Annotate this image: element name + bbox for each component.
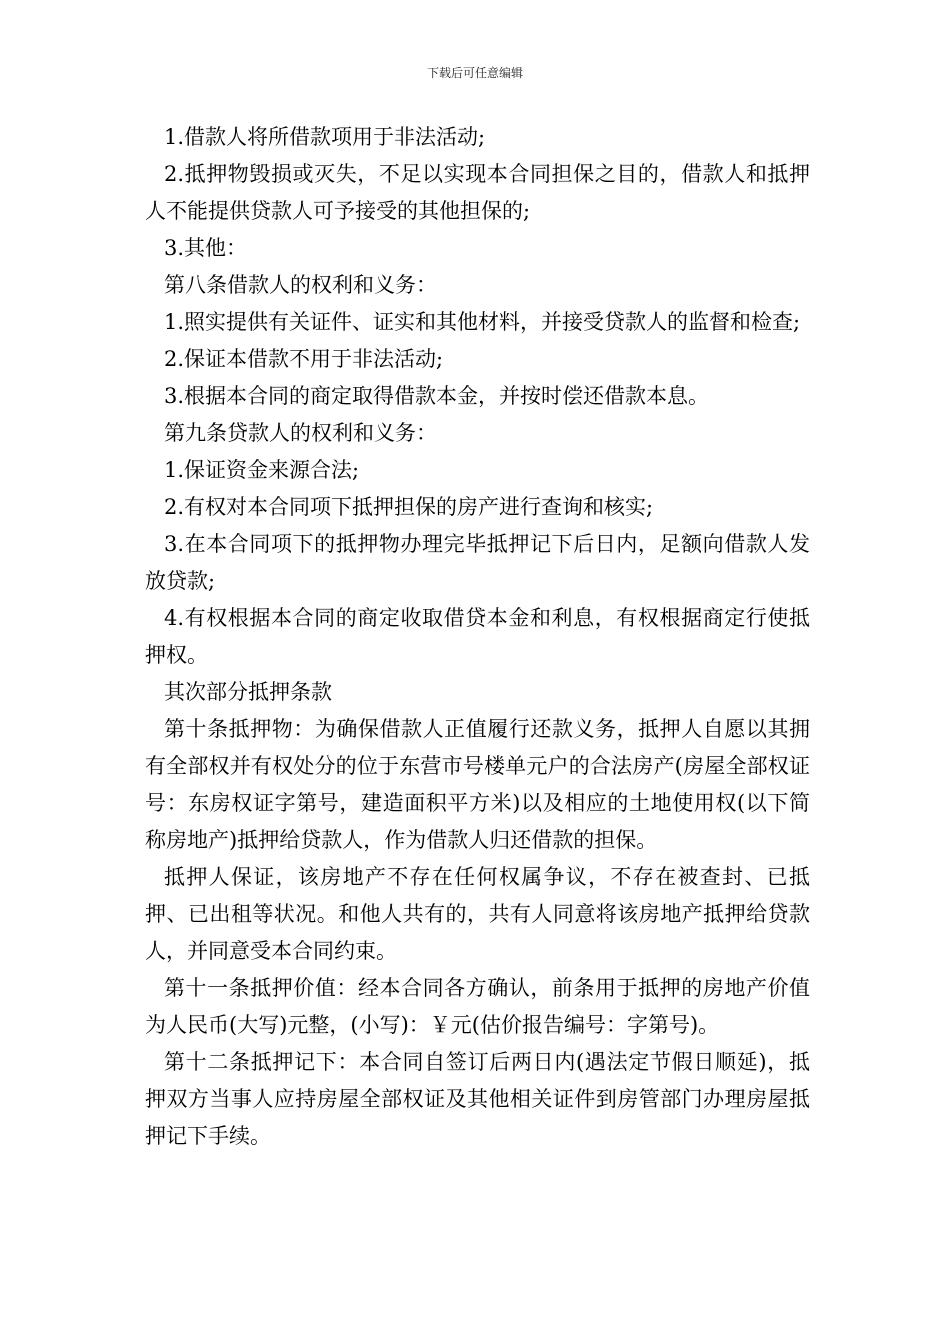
paragraph-article-9-item-2: 2.有权对本合同项下抵押担保的房产进行查询和核实; — [164, 495, 654, 519]
paragraph-article-8-item-2: 2.保证本借款不用于非法活动; — [164, 347, 444, 371]
paragraph-article-9-item-3: 3.在本合同项下的抵押物办理完毕抵押记下后日内，足额向借款人发放贷款; — [145, 532, 810, 593]
paragraph-clause-7-item-2: 2.抵押物毁损或灭失，不足以实现本合同担保之目的，借款人和抵押人不能提供贷款人可予接受的其他担保的; — [145, 162, 810, 223]
paragraph-article-8-heading: 第八条借款人的权利和义务： — [164, 273, 437, 297]
paragraph-article-10: 第十条抵押物：为确保借款人正值履行还款义务，抵押人自愿以其拥有全部权并有权处分的位于东营市号楼单元户的合法房产(房屋全部权证号：东房权证字第号，建造面积平方米)以及相应的土地使用权(以下简称房地产)抵押给贷款人，作为借款人归还借款的担保。 — [145, 717, 810, 852]
paragraph-article-12: 第十二条抵押记下：本合同自签订后两日内(遇法定节假日顺延)，抵押双方当事人应持房屋全部权证及其他相关证件到房管部门办理房屋抵押记下手续。 — [145, 1050, 810, 1148]
document-body — [145, 119, 810, 1155]
paragraph-clause-7-item-1: 1.借款人将所借款项用于非法活动; — [164, 125, 486, 149]
paragraph-article-9-item-4: 4.有权根据本合同的商定收取借贷本金和利息，有权根据商定行使抵押权。 — [145, 606, 810, 667]
paragraph-clause-7-item-3: 3.其他： — [164, 236, 248, 260]
paragraph-article-11: 第十一条抵押价值：经本合同各方确认，前条用于抵押的房地产价值为人民币(大写)元整，(小写)：￥元(估价报告编号：字第号)。 — [145, 976, 810, 1037]
paragraph-article-9-heading: 第九条贷款人的权利和义务： — [164, 421, 437, 445]
page-header: 下载后可任意编辑 — [426, 66, 523, 80]
paragraph-article-8-item-3: 3.根据本合同的商定取得借款本金，并按时偿还借款本息。 — [164, 384, 710, 408]
paragraph-mortgagor-guarantee: 抵押人保证，该房地产不存在任何权属争议，不存在被查封、已抵押、已出租等状况。和他人共有的，共有人同意将该房地产抵押给贷款人，并同意受本合同约束。 — [145, 865, 810, 963]
paragraph-article-8-item-1: 1.照实提供有关证件、证实和其他材料，并接受贷款人的监督和检查; — [164, 310, 801, 334]
paragraph-article-9-item-1: 1.保证资金来源合法; — [164, 458, 360, 482]
paragraph-part-2-heading: 其次部分抵押条款 — [164, 680, 332, 704]
